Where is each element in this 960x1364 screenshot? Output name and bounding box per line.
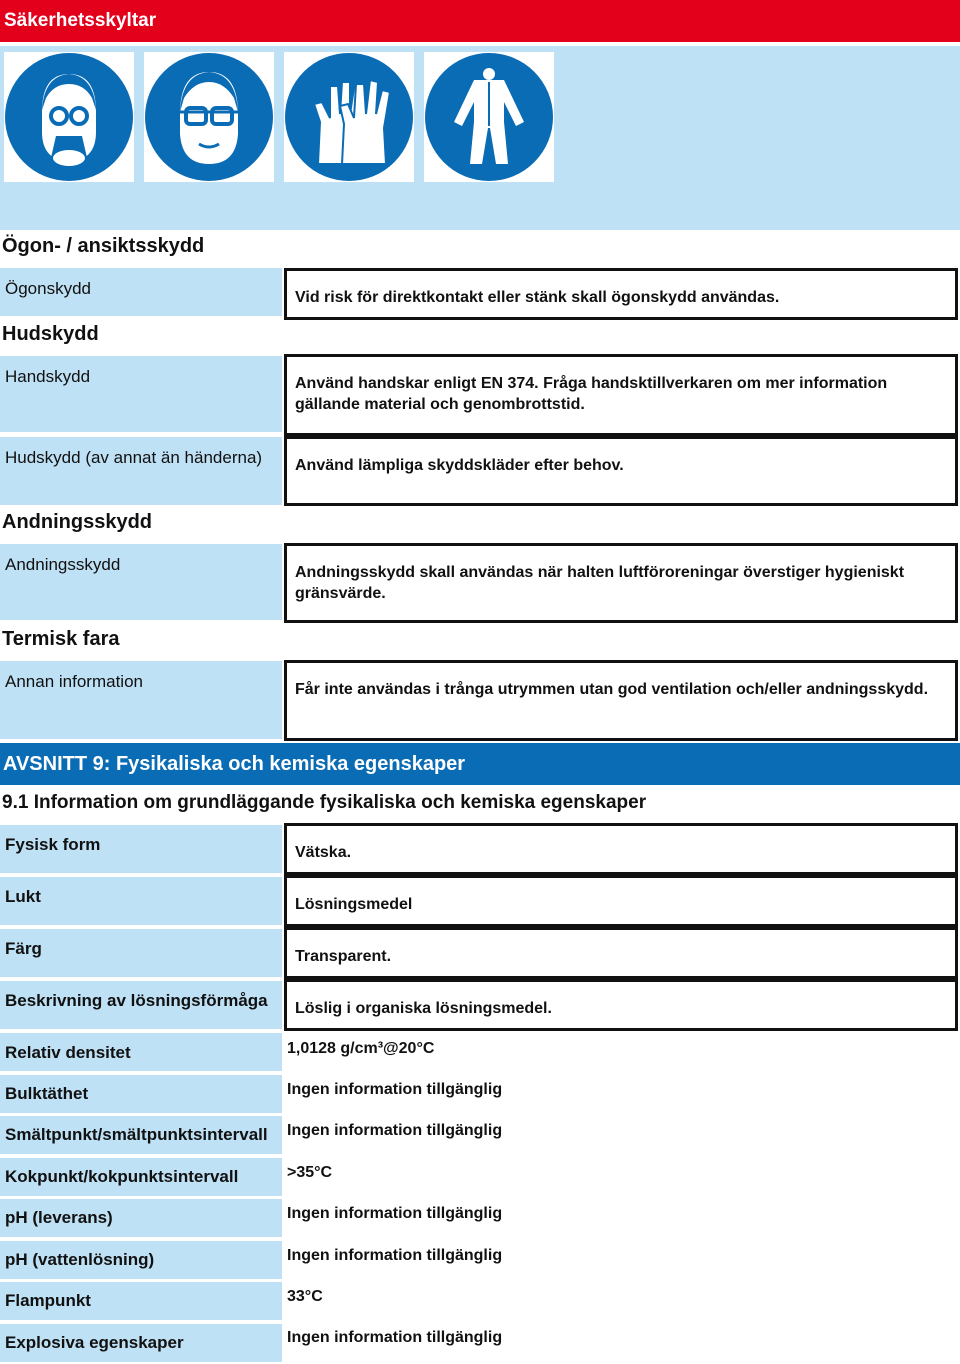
eye-protection-label: Ögonskydd: [0, 268, 282, 316]
section-9-header: AVSNITT 9: Fysikaliska och kemiska egenskaper: [0, 743, 960, 785]
hand-protection-label: Handskydd: [0, 356, 282, 432]
property-value: Ingen information tillgänglig: [287, 1081, 503, 1098]
property-label: Fysisk form: [0, 825, 282, 873]
protective-suit-icon: [424, 52, 554, 182]
property-value: 33°C: [287, 1288, 323, 1305]
property-label: Lukt: [0, 877, 282, 925]
eye-protection-heading: Ögon- / ansiktsskydd: [2, 235, 205, 257]
respirator-mask-icon: [4, 52, 134, 182]
thermal-value: Får inte användas i trånga utrymmen utan god ventilation och/eller andningsskydd.: [284, 660, 958, 741]
property-value: >35°C: [287, 1164, 333, 1181]
property-value: Löslig i organiska lösningsmedel.: [284, 979, 958, 1031]
property-label: Explosiva egenskaper: [0, 1324, 282, 1362]
property-label: Färg: [0, 929, 282, 977]
property-value: Ingen information tillgänglig: [287, 1247, 503, 1264]
property-value: Vätska.: [284, 823, 958, 875]
thermal-heading: Termisk fara: [2, 628, 120, 650]
property-label: pH (leverans): [0, 1199, 282, 1237]
property-value: Ingen information tillgänglig: [287, 1205, 503, 1222]
respiratory-value: Andningsskydd skall användas när halten luftföroreningar överstiger hygieniskt gränsvärde.: [284, 543, 958, 623]
property-value: Ingen information tillgänglig: [287, 1329, 503, 1346]
eye-protection-value: Vid risk för direktkontakt eller stänk skall ögonskydd användas.: [284, 268, 958, 320]
property-value: 1,0128 g/cm³@20°C: [287, 1040, 435, 1057]
body-protection-label: Hudskydd (av annat än händerna): [0, 437, 282, 505]
section-header-safety-signs: Säkerhetsskyltar: [0, 0, 960, 42]
hand-protection-value: Använd handskar enligt EN 374. Fråga handsktillverkaren om mer information gällande material och genombrottstid.: [284, 354, 958, 436]
respiratory-heading: Andningsskydd: [2, 511, 153, 533]
thermal-label: Annan information: [0, 661, 282, 739]
property-value: Lösningsmedel: [284, 875, 958, 927]
property-label: Relativ densitet: [0, 1033, 282, 1071]
body-protection-value: Använd lämpliga skyddskläder efter behov.: [284, 436, 958, 506]
property-value: Transparent.: [284, 927, 958, 979]
safety-goggles-icon: [144, 52, 274, 182]
protective-gloves-icon: [284, 52, 414, 182]
property-label: Smältpunkt/smältpunktsintervall: [0, 1116, 282, 1154]
property-label: Flampunkt: [0, 1282, 282, 1320]
property-value: Ingen information tillgänglig: [287, 1122, 503, 1139]
property-label: Kokpunkt/kokpunktsintervall: [0, 1158, 282, 1196]
property-label: pH (vattenlösning): [0, 1241, 282, 1279]
section-9-1-subtitle: 9.1 Information om grundläggande fysikaliska och kemiska egenskaper: [2, 792, 647, 813]
property-label: Bulktäthet: [0, 1075, 282, 1113]
property-label: Beskrivning av lösningsförmåga: [0, 981, 282, 1029]
respiratory-label: Andningsskydd: [0, 544, 282, 620]
skin-protection-heading: Hudskydd: [2, 323, 99, 345]
